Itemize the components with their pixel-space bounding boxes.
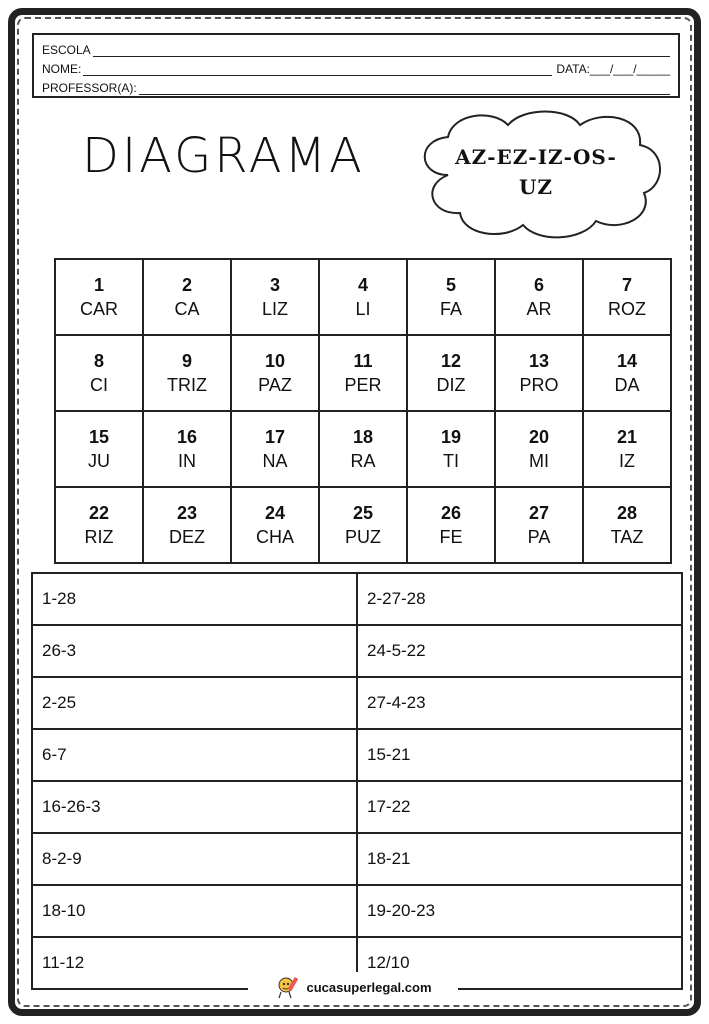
- grid-cell: [407, 259, 495, 335]
- grid-cell: [55, 335, 143, 411]
- cell-number: 13: [528, 351, 550, 371]
- cell-number: 6: [533, 275, 544, 295]
- cell-syllable: NA: [262, 451, 288, 471]
- footer-site[interactable]: cucasuperlegal.com: [306, 979, 432, 995]
- cell-syllable: CI: [90, 375, 108, 395]
- page-title: DIAGRAMA: [82, 128, 365, 184]
- cell-syllable: RIZ: [84, 527, 114, 547]
- grid-cell: [583, 259, 671, 335]
- cell-number: 22: [88, 503, 110, 523]
- cell-syllable: FE: [439, 527, 463, 547]
- school-blank[interactable]: [93, 43, 670, 57]
- cell-syllable: LI: [355, 299, 371, 319]
- cell-number: 1: [93, 275, 104, 295]
- answer-cell[interactable]: 12/10: [357, 937, 682, 989]
- answer-row: [32, 885, 682, 937]
- cell-number: 27: [528, 503, 550, 523]
- cell-syllable: PUZ: [345, 527, 381, 547]
- cell-number: 23: [176, 503, 198, 523]
- answer-cell[interactable]: 18-21: [357, 833, 682, 885]
- grid-cell: [143, 335, 231, 411]
- cell-syllable: TAZ: [610, 527, 644, 547]
- cell-syllable: DEZ: [169, 527, 205, 547]
- syllable-grid: [54, 258, 672, 564]
- cloud-line-2: UZ: [518, 175, 554, 199]
- grid-cell: [55, 487, 143, 563]
- grid-cell: [583, 487, 671, 563]
- answer-cell[interactable]: 17-22: [357, 781, 682, 833]
- cell-syllable: DIZ: [436, 375, 466, 395]
- cell-syllable: CA: [174, 299, 200, 319]
- teacher-blank[interactable]: [139, 81, 670, 95]
- grid-cell: [143, 487, 231, 563]
- cell-number: 11: [353, 351, 373, 371]
- cell-syllable: MI: [529, 451, 549, 471]
- answer-cell[interactable]: 1-28: [32, 573, 357, 625]
- grid-cell: [231, 411, 319, 487]
- answer-cell[interactable]: 2-27-28: [357, 573, 682, 625]
- answer-cell[interactable]: 6-7: [32, 729, 357, 781]
- cell-number: 10: [264, 351, 286, 371]
- cell-syllable: AR: [526, 299, 552, 319]
- cell-syllable: CHA: [255, 527, 294, 547]
- cell-syllable: DA: [614, 375, 640, 395]
- cell-number: 19: [440, 427, 462, 447]
- grid-cell: [55, 259, 143, 335]
- name-line: [42, 57, 670, 76]
- cell-syllable: TRIZ: [167, 375, 207, 395]
- grid-cell: [231, 259, 319, 335]
- cell-syllable: PER: [344, 375, 382, 395]
- pencil-character-icon: [275, 975, 301, 999]
- cell-number: 17: [264, 427, 286, 447]
- grid-cell: [495, 411, 583, 487]
- cell-syllable: TI: [443, 451, 459, 471]
- cell-number: 24: [264, 503, 286, 523]
- cell-number: 7: [621, 275, 632, 295]
- cell-number: 2: [181, 275, 192, 295]
- cell-syllable: PA: [527, 527, 551, 547]
- answer-cell[interactable]: 18-10: [32, 885, 357, 937]
- answer-row: [32, 781, 682, 833]
- grid-cell: [55, 411, 143, 487]
- answer-cell[interactable]: 2-25: [32, 677, 357, 729]
- answer-table: [31, 572, 683, 990]
- cell-syllable: PAZ: [258, 375, 292, 395]
- cell-number: 4: [357, 275, 368, 295]
- school-line: [42, 38, 670, 57]
- answer-row: [32, 677, 682, 729]
- answer-row: [32, 625, 682, 677]
- cell-number: 5: [445, 275, 456, 295]
- grid-cell: [319, 335, 407, 411]
- cell-number: 8: [93, 351, 104, 371]
- cell-syllable: FA: [439, 299, 462, 319]
- grid-cell: [319, 259, 407, 335]
- grid-row: [55, 487, 671, 563]
- grid-cell: [319, 487, 407, 563]
- cloud-text: [436, 142, 636, 202]
- cell-number: 3: [269, 275, 280, 295]
- cell-number: 25: [352, 503, 374, 523]
- cell-syllable: IZ: [619, 451, 635, 471]
- grid-cell: [407, 487, 495, 563]
- cloud-line-1: AZ-EZ-IZ-OS-: [455, 145, 617, 169]
- grid-cell: [495, 259, 583, 335]
- answer-cell[interactable]: 24-5-22: [357, 625, 682, 677]
- grid-cell: [319, 411, 407, 487]
- grid-row: [55, 259, 671, 335]
- grid-cell: [407, 411, 495, 487]
- school-label: ESCOLA: [42, 43, 91, 57]
- cell-number: 16: [176, 427, 198, 447]
- name-label: NOME:: [42, 62, 82, 76]
- grid-row: [55, 335, 671, 411]
- answer-row: [32, 833, 682, 885]
- answer-cell[interactable]: 26-3: [32, 625, 357, 677]
- cell-syllable: RA: [350, 451, 376, 471]
- teacher-line: [42, 76, 670, 95]
- cell-number: 14: [616, 351, 638, 371]
- grid-cell: [231, 335, 319, 411]
- answer-cell[interactable]: 27-4-23: [357, 677, 682, 729]
- cell-syllable: IN: [178, 451, 196, 471]
- answer-cell[interactable]: 19-20-23: [357, 885, 682, 937]
- grid-cell: [407, 335, 495, 411]
- cell-number: 28: [616, 503, 638, 523]
- cell-number: 15: [88, 427, 110, 447]
- grid-cell: [583, 335, 671, 411]
- grid-cell: [231, 487, 319, 563]
- cell-syllable: CAR: [79, 299, 118, 319]
- footer: [248, 972, 458, 1002]
- cell-syllable: ROZ: [608, 299, 646, 319]
- cell-syllable: PRO: [519, 375, 559, 395]
- answer-cell[interactable]: 8-2-9: [32, 833, 357, 885]
- answer-row: [32, 573, 682, 625]
- cell-number: 9: [181, 351, 192, 371]
- cell-syllable: JU: [88, 451, 110, 471]
- cell-number: 21: [616, 427, 638, 447]
- grid-row: [55, 411, 671, 487]
- cell-number: 18: [352, 427, 374, 447]
- cell-number: 26: [440, 503, 462, 523]
- cell-number: 20: [528, 427, 550, 447]
- grid-cell: [143, 411, 231, 487]
- answer-cell[interactable]: 16-26-3: [32, 781, 357, 833]
- cell-number: 12: [440, 351, 462, 371]
- grid-cell: [143, 259, 231, 335]
- student-info-box: [32, 33, 680, 98]
- grid-cell: [583, 411, 671, 487]
- teacher-label: PROFESSOR(A):: [42, 81, 137, 95]
- grid-cell: [495, 487, 583, 563]
- grid-cell: [495, 335, 583, 411]
- answer-cell[interactable]: 11-12: [32, 937, 357, 989]
- cell-syllable: LIZ: [261, 299, 288, 319]
- date-field[interactable]: DATA:___/___/_____: [556, 62, 670, 76]
- answer-row: [32, 729, 682, 781]
- name-blank[interactable]: [83, 62, 552, 76]
- answer-cell[interactable]: 15-21: [357, 729, 682, 781]
